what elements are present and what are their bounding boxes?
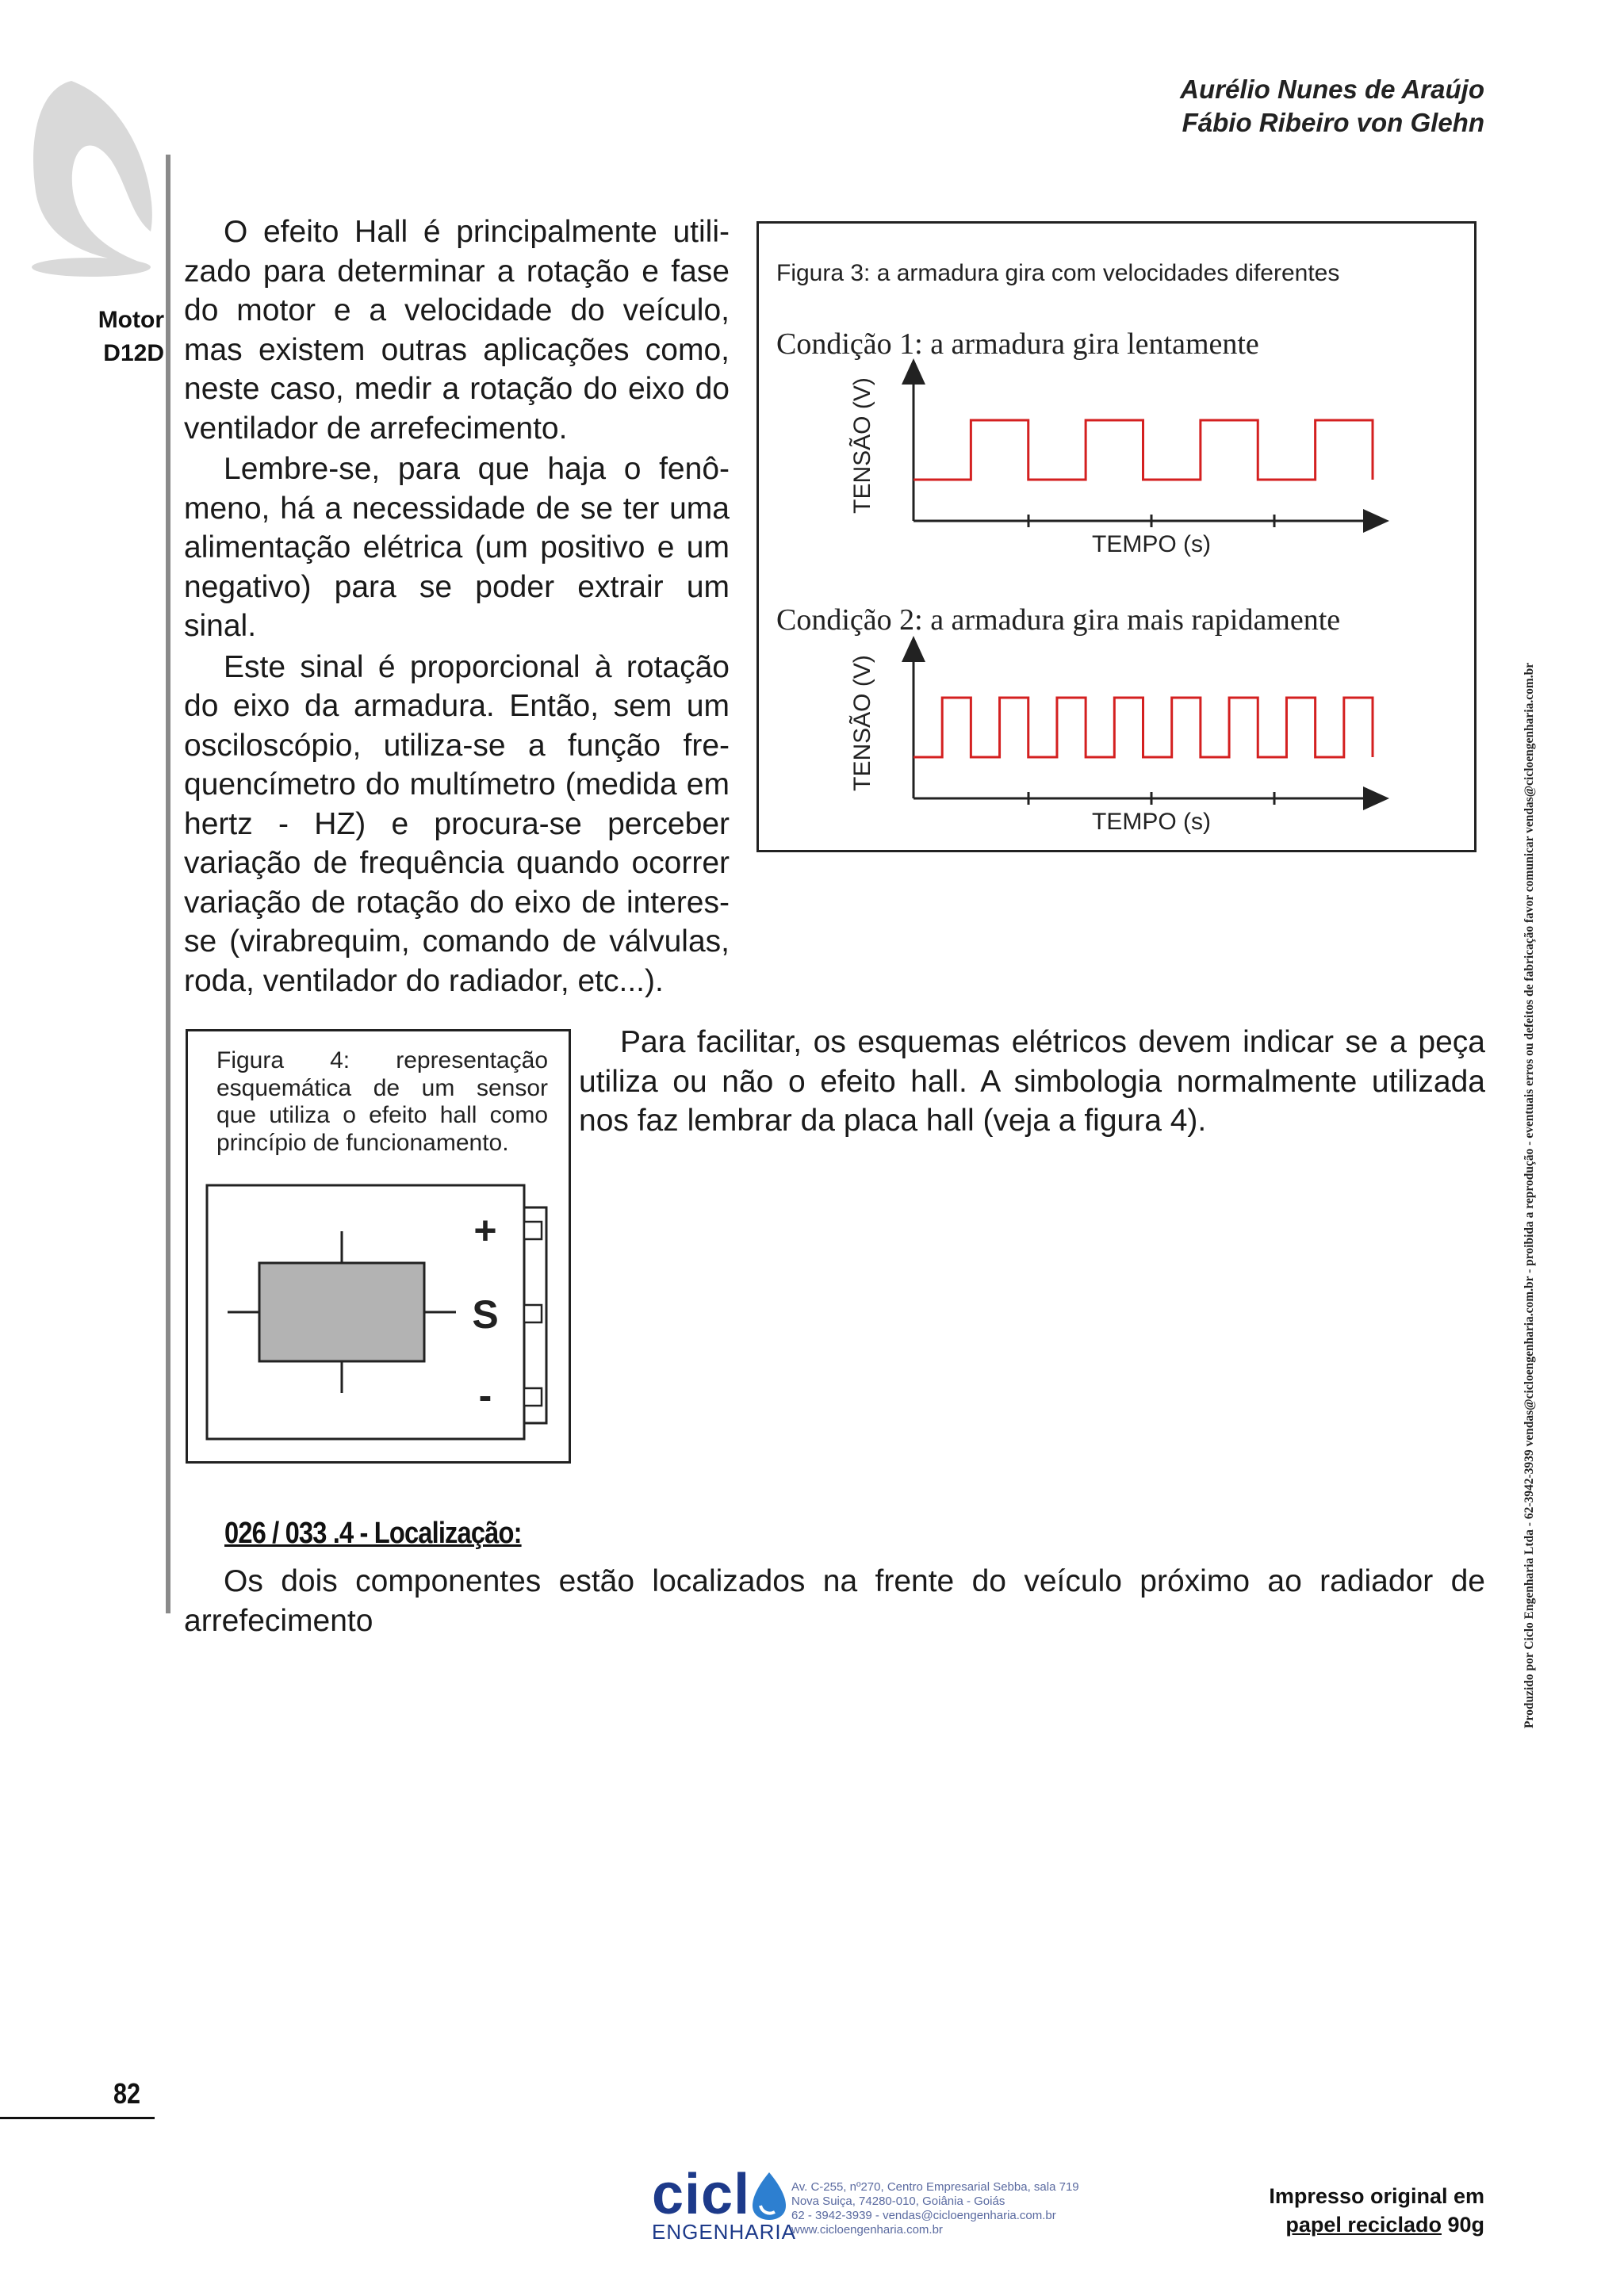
ciclo-watermark-logo (24, 73, 159, 283)
section-heading: 026 / 033 .4 - Localização: (224, 1517, 522, 1550)
printed-note (1269, 2182, 1484, 2239)
section-tag-line: D12D (103, 340, 164, 366)
figure-3-box (756, 221, 1477, 852)
figure-3-plots (759, 224, 1474, 850)
ciclo-logo-text (652, 2163, 751, 2226)
authors-block (1180, 73, 1484, 140)
section-tag (75, 304, 164, 370)
connector-pin (524, 1305, 542, 1322)
brand-name: cicl (652, 2163, 751, 2226)
pin-signal-label: S (472, 1292, 499, 1337)
address-line: Nova Suiça, 74280-010, Goiânia - Goiás (791, 2195, 1005, 2208)
paragraph-location (184, 1562, 1485, 1640)
paragraph: Os dois componentes estão localizados na frente do veículo próximo ao radiador de arrefecimento (184, 1564, 1485, 1638)
pin-plus-label: + (473, 1208, 497, 1253)
ciclo-drop-icon (749, 2171, 789, 2221)
paragraph-hall-symbol (579, 1023, 1485, 1141)
connector-pin (524, 1222, 542, 1239)
author-name: Fábio Ribeiro von Glehn (1182, 108, 1484, 137)
section-tag-line: Motor (98, 307, 164, 333)
left-column-text (184, 212, 730, 1001)
author-name: Aurélio Nunes de Araújo (1180, 75, 1484, 104)
printed-line: Impresso original em (1269, 2184, 1484, 2208)
x-axis-label: TEMPO (s) (1092, 531, 1211, 557)
recycled-paper-text: papel reciclado (1285, 2213, 1442, 2237)
address-line: www.cicloengenharia.com.br (791, 2223, 943, 2237)
paragraph: O efeito Hall é principalmente utili-zado para determinar a rotação e fase do motor e a velocidade do veículo, mas existem outras aplicações como, neste caso, medir a rotação do eixo do ventilador de arrefecimento. (184, 215, 730, 446)
figure-4-caption: Figura 4: representação esquemática de um sensor que utiliza o efeito hall como princípio de funcionamento. (216, 1047, 548, 1156)
signal-waveform-fast (914, 698, 1373, 757)
condition-2-label: Condição 2: a armadura gira mais rapidamente (776, 603, 1341, 637)
footer-address (791, 2180, 1079, 2237)
page-number-rule (0, 2117, 155, 2119)
condition-1-label: Condição 1: a armadura gira lentamente (776, 327, 1259, 361)
margin-bar (166, 155, 170, 1613)
connector-pin (524, 1388, 542, 1406)
x-axis-label: TEMPO (s) (1092, 809, 1211, 835)
address-line: Av. C-255, nº270, Centro Empresarial Sebba, sala 719 (791, 2180, 1079, 2194)
hall-plate (259, 1263, 424, 1361)
paper-weight-text: 90g (1441, 2213, 1484, 2237)
figure-3-caption: Figura 3: a armadura gira com velocidades diferentes (776, 260, 1340, 286)
y-axis-label: TENSÃO (V) (849, 377, 875, 514)
paragraph: Lembre-se, para que haja o fenô-meno, há a necessidade de se ter uma alimentação elétrica (um positivo e um negativo) para se poder extrair um sinal. (184, 452, 730, 643)
copyright-side-text: Produzido por Ciclo Engenharia Ltda - 62-3942-3939 vendas@cicloengenharia.com.br - proibida a reprodução - eventuais erros ou defeitos de fabricação favor comunicar vendas@cicloengenharia.com.br (1522, 662, 1536, 1728)
paragraph: Para facilitar, os esquemas elétricos devem indicar se a peça utiliza ou não o efeito hall. A simbologia normalmente utilizada nos faz lembrar da placa hall (veja a figura 4). (579, 1025, 1485, 1138)
hall-sensor-symbol (188, 1031, 569, 1461)
signal-waveform-slow (914, 420, 1373, 480)
y-axis-label: TENSÃO (V) (849, 655, 875, 791)
printed-line (1269, 2210, 1484, 2239)
pin-minus-label: - (478, 1373, 492, 1418)
page-number: 82 (113, 2077, 141, 2110)
figure-4-box (186, 1029, 571, 1464)
address-line: 62 - 3942-3939 - vendas@cicloengenharia.com.br (791, 2209, 1056, 2222)
paragraph: Este sinal é proporcional à rotação do eixo da armadura. Então, sem um osciloscópio, utiliza-se a função fre-quencímetro do multímetro (medida em hertz - HZ) e procura-se perceber variação de frequência quando ocorrer variação de rotação do eixo de interes-se (virabrequim, comando de válvulas, roda, ventilador do radiador, etc...). (184, 649, 730, 998)
brand-subtitle: ENGENHARIA (652, 2220, 796, 2244)
